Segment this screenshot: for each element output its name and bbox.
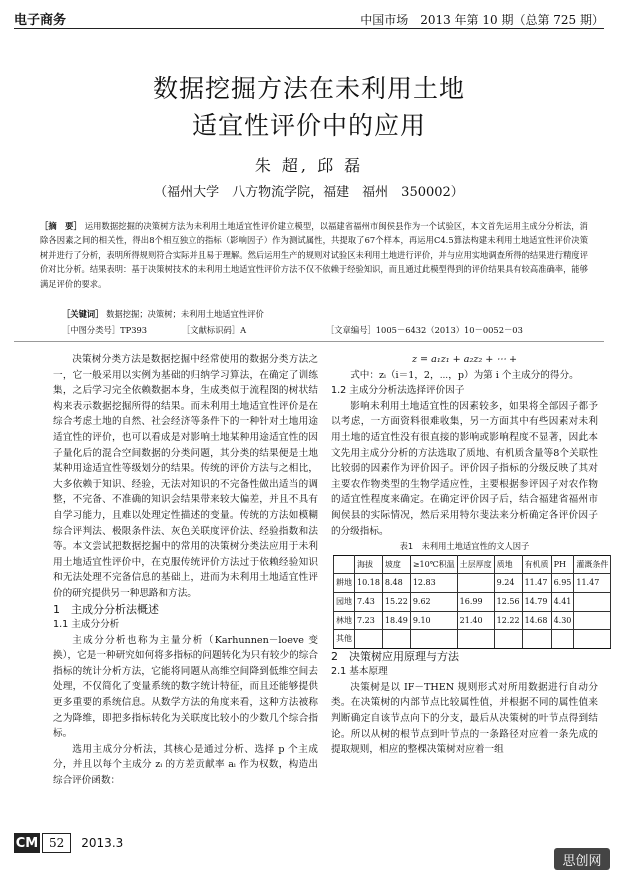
table-cell: 园地 (334, 592, 355, 611)
table-cell: 9.10 (410, 611, 457, 630)
table-cell: 4.41 (551, 592, 574, 611)
table-cell (574, 592, 611, 611)
table-cell: 14.68 (522, 611, 551, 630)
table-cell: 耕地 (334, 574, 355, 593)
keywords (62, 308, 264, 320)
table-cell: 21.40 (457, 611, 494, 630)
table-cell: 其他 (334, 630, 355, 649)
keywords-text: 数据挖掘；决策树；未利用土地适宜性评价 (106, 309, 264, 319)
table-cell: 7.43 (355, 592, 383, 611)
factor-paragraph: 影响未利用土地适宜性的因素较多，如果将全部因子都予以考虑，一方面资料很难收集，另一方面其中有些因素对未利用土地的适宜性没有很直接的影响或影响程度不显著，因此本文先用主成分分析的方法选取了质地、有机质含量等8个关联性比较弱的因素作为评价因子。评价因子指标的分级反映了其对主要农作物类型的生物学适应性，主要根据参评因子对农作物的适宜性程度来确定。在确定评价因子后，结合福建省福州市闽侯县的实际情况，然后采用特尔斐法来分析确定各评价因子的分级指标。 (331, 400, 598, 537)
article-number: ［文章编号］1005－6432（2013）10－0052－03 (326, 325, 523, 335)
table-header-cell (334, 555, 355, 574)
running-header (14, 6, 604, 29)
left-column (53, 352, 318, 789)
table-cell: 9.24 (494, 574, 522, 593)
issue-date: 2013.3 (81, 836, 124, 850)
table-header-cell: 质地 (494, 555, 522, 574)
table-cell: 4.30 (551, 611, 574, 630)
table-header-cell: 土层厚度 (457, 555, 494, 574)
table-cell: 林地 (334, 611, 355, 630)
journal-logo: CM (14, 833, 40, 853)
article-title (0, 70, 618, 144)
journal-info: 中国市场 2013 年第 10 期（总第 725 期） (360, 13, 604, 27)
table-cell: 9.62 (410, 592, 457, 611)
title-line-1: 数据挖掘方法在未利用土地 (152, 74, 465, 103)
watermark-logo: 思创网 (554, 848, 610, 870)
table-cell (522, 630, 551, 649)
table-row (334, 630, 611, 649)
factor-table (333, 555, 611, 649)
table-cell (574, 630, 611, 649)
abstract-text: 运用数据挖掘的决策树方法为未利用土地适宜性评价建立模型，以福建省福州市闽侯县作为一个试验区，本文首先运用主成分分析法，消除各因素之间的相关性，得出8个相互独立的指标（影响因子）作为测试属性，共提取了67个样本，再运用C4.5算法构建未利用土地适宜性评价决策树并进行了分析，表明所得规则符合实际并且易于理解。然后运用生产的规则对试验区未利用土地进行评价，并与应用实地调查所得的结果进行精度评价对比分析。结果表明：基于决策树技术的未利用土地适宜性评价方法不仅不依赖于经验知识，而且通过此模型得到的评价结果具有较高准确率，能够满足评价的要求。 (40, 221, 588, 289)
table-cell: 11.47 (522, 574, 551, 593)
divider (14, 341, 604, 342)
table-cell (574, 611, 611, 630)
subsection-heading-1-2: 1.2 主成分分析法选择评价因子 (331, 385, 465, 397)
title-line-2: 适宜性评价中的应用 (191, 111, 426, 140)
table-cell: 12.83 (410, 574, 457, 593)
table-row (334, 574, 611, 593)
table-cell: 18.49 (382, 611, 410, 630)
table-cell: 14.79 (522, 592, 551, 611)
table-cell (494, 630, 522, 649)
section-label: 电子商务 (14, 13, 67, 28)
table-cell (355, 630, 383, 649)
doc-code: ［文献标识码］A (182, 325, 247, 335)
abstract (40, 219, 588, 291)
table-header-cell: 有机质 (522, 555, 551, 574)
table-cell (551, 630, 574, 649)
abstract-label: ［摘 要］ (40, 221, 82, 231)
table-cell (457, 630, 494, 649)
table-header-cell: 坡度 (382, 555, 410, 574)
authors: 朱 超, 邱 磊 (254, 156, 364, 175)
affiliation: （福州大学 八方物流学院，福建 福州 350002） (154, 185, 464, 200)
keywords-label: ［关键词］ (62, 309, 104, 319)
table-cell: 10.18 (355, 574, 383, 593)
section-heading-1: 1 主成分分析法概述 (53, 602, 159, 616)
table-cell: 6.95 (551, 574, 574, 593)
table-header-cell: ≥10℃积温 (410, 555, 457, 574)
decision-tree-paragraph: 决策树是以 IF－THEN 规则形式对所用数据进行自动分类。在决策树的内部节点比较属性值，并根据不同的属性值来判断确定自该节点向下的分支，最后从决策树的叶节点得到结论。所以从树的根节点到叶节点的一条路径对应着一条先成的提取规则，相应的整棵决策树对应着一组 (331, 681, 598, 756)
table-row (334, 611, 611, 630)
table-cell: 7.23 (355, 611, 383, 630)
table-cell (382, 630, 410, 649)
table-cell (410, 630, 457, 649)
formula: z = a₁z₁ + a₂z₂ + ⋯ + (411, 354, 518, 365)
table-cell (457, 574, 494, 593)
classification-row (62, 324, 588, 336)
table-cell: 15.22 (382, 592, 410, 611)
subsection-heading-2-1: 2.1 基本原理 (331, 666, 388, 678)
page-footer (14, 833, 123, 853)
table-cell: 11.47 (574, 574, 611, 593)
table-cell: 16.99 (457, 592, 494, 611)
table-header-cell: 灌溉条件 (574, 555, 611, 574)
table-cell: 8.48 (382, 574, 410, 593)
table-header-row (334, 555, 611, 574)
table-header-cell: PH (551, 555, 574, 574)
subsection-heading-1-1: 1.1 主成分分析 (53, 619, 120, 631)
right-column (331, 352, 609, 758)
table-row (334, 592, 611, 611)
table-header-cell: 海拔 (355, 555, 383, 574)
table-cell: 12.22 (494, 611, 522, 630)
formula-note: 式中：zᵢ（i＝1，2，⋯，p）为第 i 个主成分的得分。 (350, 369, 579, 381)
table-caption: 表1 未利用土地适宜性的文人因子 (399, 541, 530, 552)
table-cell: 12.56 (494, 592, 522, 611)
page-number: 52 (42, 833, 71, 853)
pca-paragraph: 主成分分析也称为主量分析（Karhunnen－loeve 变换），它是一种研究如何将多指标的问题转化为只有较少的综合指标的统计分析方法，它能将同题从高维空间降到低维空间去处理，不仅简化了变量系统的数字统计特征，而且还能够提供更多重要的系统信息。从数学方法的角度来看，这种方法被称之为降维，即把多指标转化为关联度比较小的少数几个综合指标。 (53, 634, 318, 740)
clc-number: ［中图分类号］TP393 (62, 325, 148, 335)
pca-function-paragraph: 选用主成分分析法，其核心是通过分析、选择 p 个主成分，并且以每个主成分 zᵢ 的方差贡献率 aᵢ 作为权数，构造出综合评价函数： (53, 743, 318, 787)
section-heading-2: 2 决策树应用原理与方法 (331, 649, 459, 663)
intro-paragraph: 决策树分类方法是数据挖掘中经常使用的数据分类方法之一，它一般采用以实例为基础的归纳学习算法，在确定了训练集，之后学习完全依赖数据本身，生成类似于流程图的树状结构来表示数据挖掘所得的结果。而未利用土地适宜性评价是在综合考虑土地的自然、社会经济等条件下的一种针对土地用途适宜性的评价，也可以看成是对影响土地某种用途适宜性的因子量化后的混合空间数据的分类问题，其分类的结果便是土地某种用途适宜性等级划分的结果。传统的评价方法与之相比，大多依赖于知识、经验，无法对知识的不完备性做出适当的调整，不完备、不准确的知识会结果带来较大偏差，并且不具有自学习能力，且难以处理定性描述的变量。传统的方法如模糊综合评判法、极限条件法、灰色关联度评价法、经验指数和法等。本文尝试把数据挖掘中的常用的决策树分类法应用于未利用土地适宜性评价中，在克服传统评价方法过于依赖经验知识和无法处理不完备信息的基础上，进而为未利用土地适宜性评价的研究提供另一种思路和方法。 (53, 354, 318, 599)
